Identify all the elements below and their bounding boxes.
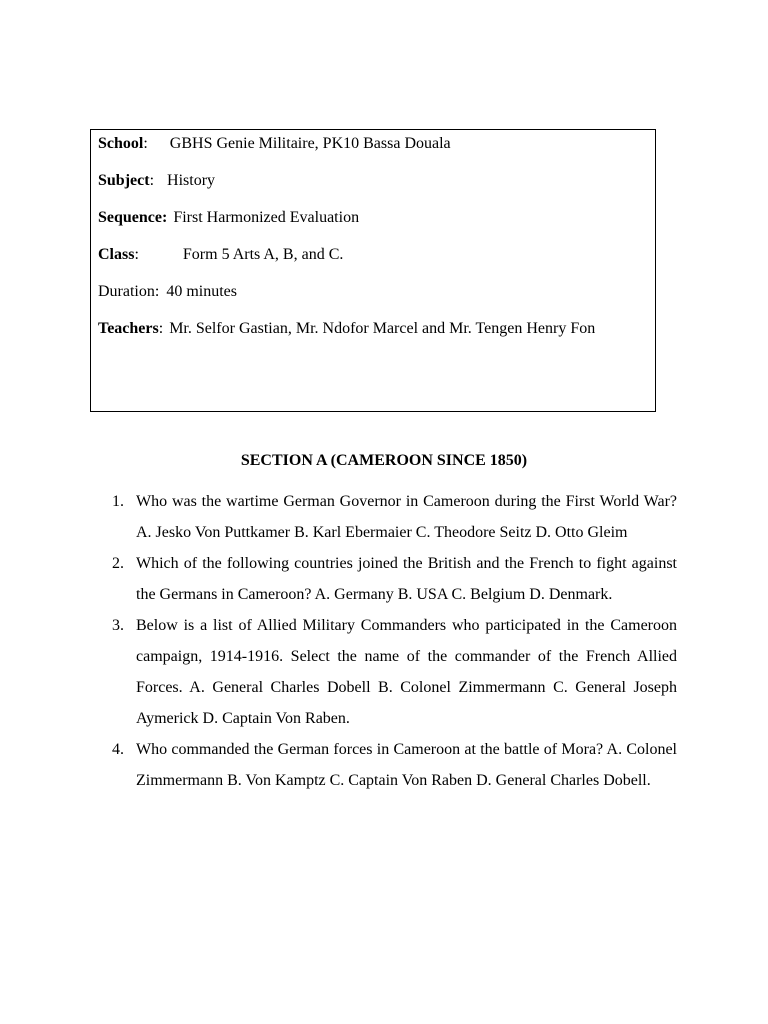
- teachers-value: Mr. Selfor Gastian, Mr. Ndofor Marcel and Mr. Tengen Henry Fon: [169, 320, 596, 337]
- sequence-line: [98, 207, 648, 229]
- question-text: Who commanded the German forces in Cameroon at the battle of Mora? A. Colonel Zimmermann B. Von Kamptz C. Captain Von Raben D. General Charles Dobell.: [136, 741, 677, 789]
- sequence-label: Sequence:: [98, 209, 168, 226]
- school-label: School: [98, 135, 144, 152]
- school-line: School: GBHS Genie Militaire, PK10 Bassa Douala: [98, 135, 451, 152]
- duration-line: [98, 281, 648, 303]
- section-a-title: SECTION A (CAMEROON SINCE 1850): [240, 452, 528, 469]
- question-number: 2.: [112, 555, 124, 572]
- question-text: Below is a list of Allied Military Commanders who participated in the Cameroon campaign, 1914-1916. Select the name of the commander of the French Allied Forces. A. General Charles Dobell B. Colonel Zimmermann C. General Joseph Aymerick D. Captain Von Raben.: [136, 617, 677, 727]
- class-label: Class: [98, 246, 135, 263]
- teachers-line: Teachers: Mr. Selfor Gastian, Mr. Ndofor Marcel and Mr. Tengen Henry Fon: [98, 320, 596, 337]
- exam-info-box: [90, 129, 656, 412]
- class-line: Class: Form 5 Arts A, B, and C.: [98, 246, 344, 263]
- duration-label: Duration:: [98, 283, 160, 300]
- question-number: 1.: [112, 493, 124, 510]
- subject-label: Subject: [98, 172, 150, 189]
- question-text: Who was the wartime German Governor in Cameroon during the First World War? A. Jesko Von Puttkamer B. Karl Ebermaier C. Theodore Seitz D. Otto Gleim: [136, 493, 677, 541]
- school-value: GBHS Genie Militaire, PK10 Bassa Douala: [169, 135, 451, 152]
- question-item: [112, 548, 677, 610]
- subject-value: History: [167, 172, 216, 189]
- question-number: 3.: [112, 617, 124, 634]
- subject-line: Subject: History: [98, 172, 216, 189]
- class-value: Form 5 Arts A, B, and C.: [182, 246, 344, 263]
- question-item: [112, 610, 677, 734]
- question-item: [112, 734, 677, 796]
- question-text: Which of the following countries joined the British and the French to fight against the Germans in Cameroon? A. Germany B. USA C. Belgium D. Denmark.: [136, 555, 677, 603]
- question-item: [112, 486, 677, 548]
- question-number: 4.: [112, 741, 124, 758]
- sequence-value: First Harmonized Evaluation: [173, 209, 360, 226]
- duration-value: 40 minutes: [166, 283, 237, 300]
- question-list: [112, 486, 677, 796]
- teachers-label: Teachers: [98, 320, 159, 337]
